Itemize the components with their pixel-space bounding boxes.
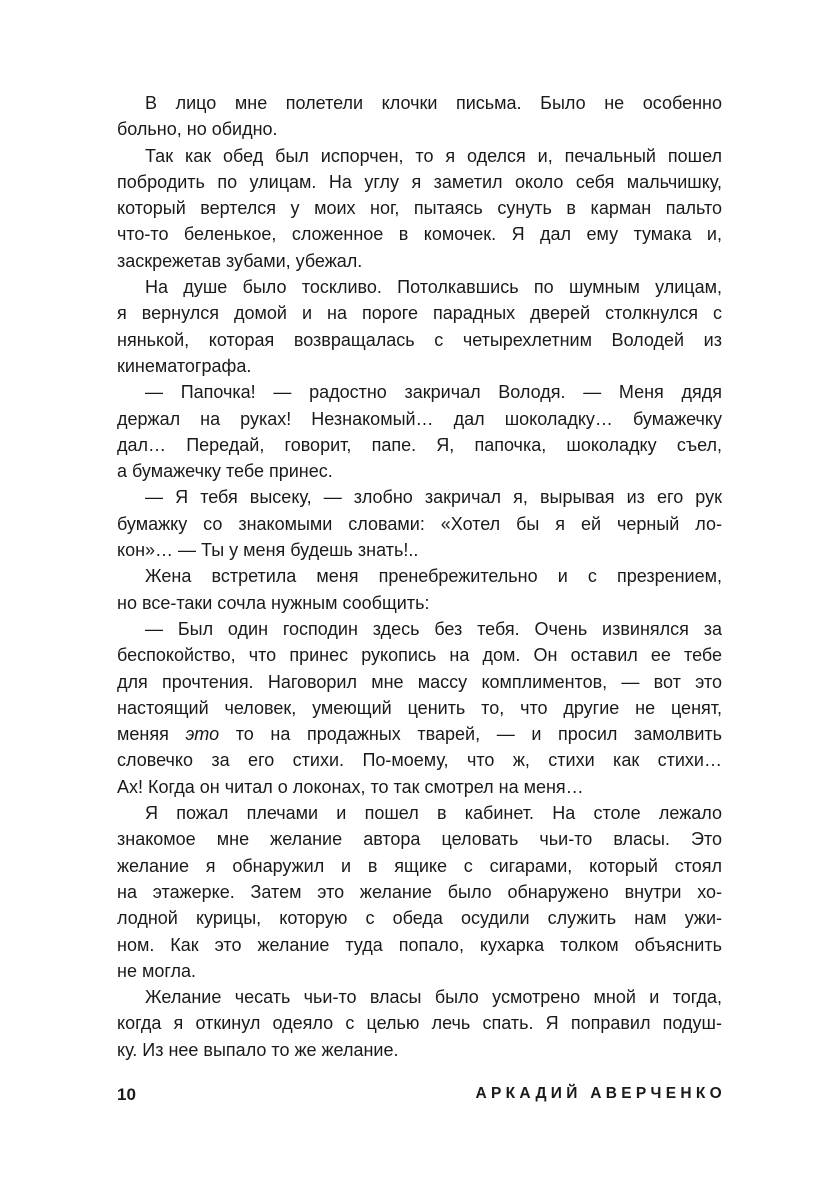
text-line: на этажерке. Затем это желание было обнаружено внутри хо- [117,881,722,902]
paragraph [117,274,722,379]
text-line: — Я тебя высеку, — злобно закричал я, вырывая из его рук [145,487,722,508]
text-line: беспокойство, что принес рукопись на дом. Он оставил ее тебе [117,645,722,666]
paragraph [117,143,722,274]
text-line: больно, но обидно. [117,119,278,140]
text-line: бумажку со знакомыми словами: «Хотел бы я ей черный ло- [117,513,722,534]
text-line [117,721,722,747]
text-line: для прочтения. Наговорил мне массу комплиментов, — вот это [117,671,722,692]
text-line: В лицо мне полетели клочки письма. Было не особенно [145,93,722,113]
text-line: когда я откинул одеяло с целью лечь спать. Я поправил подуш- [117,1013,722,1034]
text-line: заскрежетав зубами, убежал. [117,250,363,271]
text-line: Так как обед был испорчен, то я оделся и, печальный пошел [145,145,722,166]
paragraph [117,484,722,563]
paragraph [117,563,722,616]
paragraph [117,984,722,1063]
text-line: кинематографа. [117,355,252,376]
text-line: ку. Из нее выпало то же желание. [117,1039,399,1060]
text-line: дал… Передай, говорит, папе. Я, папочка, шоколадку съел, [117,434,722,455]
text-line: но все-таки сочла нужным сообщить: [117,592,430,613]
page-number: 10 [117,1085,136,1104]
text-line: кон»… — Ты у меня будешь знать!.. [117,540,419,561]
text-line: а бумажечку тебе принес. [117,461,333,482]
text-line: не могла. [117,960,197,981]
text-segment: то на продажных тварей, — и просил замолвить [219,724,722,745]
paragraph [117,616,722,800]
running-head-author: АРКАДИЙ АВЕРЧЕНКО [475,1085,726,1102]
text-line: я вернулся домой и на пороге парадных дверей столкнулся с [117,303,722,324]
text-line: нянькой, которая возвращалась с четырехлетним Володей из [117,329,722,350]
paragraph [117,379,722,484]
text-line: побродить по улицам. На углу я заметил около себя мальчишку, [117,171,722,192]
text-line: — Папочка! — радостно закричал Володя. — Меня дядя [145,382,722,403]
text-line: который вертелся у моих ног, пытаясь сунуть в карман пальто [117,198,722,219]
text-line: держал на руках! Незнакомый… дал шоколадку… бумажечку [117,408,722,429]
text-line: Ах! Когда он читал о локонах, то так смотрел на меня… [117,776,584,797]
paragraph [117,90,722,143]
body-text [117,90,722,1063]
text-line: настоящий человек, умеющий ценить то, что другие не ценят, [117,697,722,718]
page-footer [117,1085,726,1109]
text-line: знакомое мне желание автора целовать чьи-то власы. Это [117,829,722,850]
text-line: Я пожал плечами и пошел в кабинет. На столе лежало [145,803,722,824]
text-line: Желание чесать чьи-то власы было усмотрено мной и тогда, [145,987,722,1008]
text-line: лодной курицы, которую с обеда осудили служить нам ужи- [117,908,722,929]
italic-text: это [185,724,220,745]
text-line: словечко за его стихи. По-моему, что ж, стихи как стихи… [117,750,722,771]
text-line: желание я обнаружил и в ящике с сигарами, который стоял [117,855,722,876]
text-line: — Был один господин здесь без тебя. Очень извинялся за [145,618,722,639]
text-line: Жена встретила меня пренебрежительно и с презрением, [145,566,722,587]
text-line: На душе было тоскливо. Потолкавшись по шумным улицам, [145,277,722,298]
text-line: что-то беленькое, сложенное в комочек. Я дал ему тумака и, [117,224,722,245]
text-segment: меняя [117,724,186,745]
text-line: ном. Как это желание туда попало, кухарка толком объяснить [117,934,722,955]
paragraph [117,800,722,984]
